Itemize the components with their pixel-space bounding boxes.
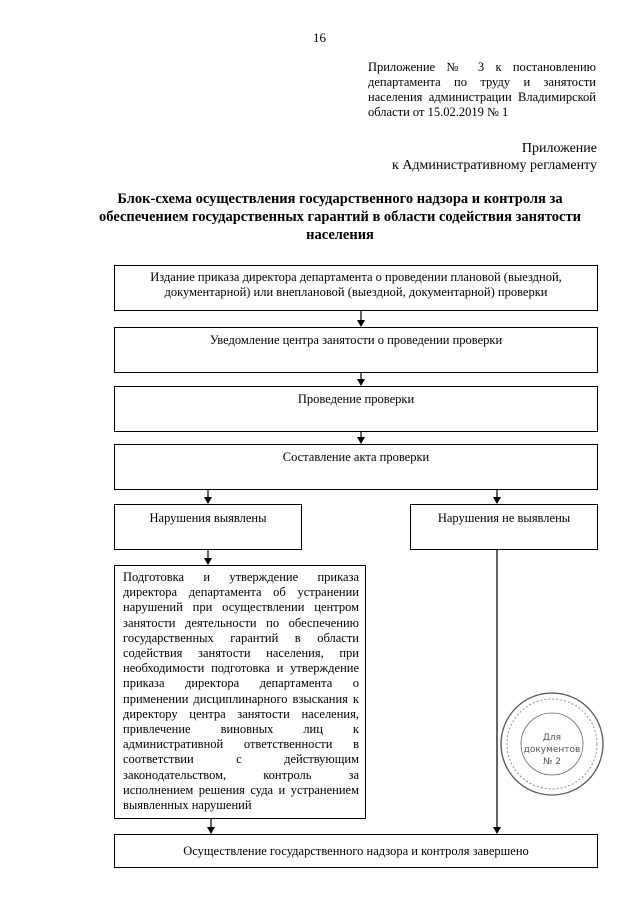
svg-text:№ 2: № 2 [543, 757, 561, 767]
step-final-box: Осуществление государственного надзора и контроля завершено [114, 834, 598, 868]
violations-found-box: Нарушения выявлены [114, 504, 302, 550]
violations-not-found-box: Нарушения не выявлены [410, 504, 598, 550]
step-notify-box: Уведомление центра занятости о проведении проверки [114, 327, 598, 373]
appendix-3-note: Приложение № 3 к постановлению департамента по труду и занятости населения администрации Владимирской области от 15.02.2019 № 1 [368, 60, 596, 119]
svg-text:Для: Для [542, 733, 562, 743]
step-remedy-box: Подготовка и утверждение приказа директора департамента об устранении нарушений при осуществлении центром занятости деятельности по обеспечению государственных гарантий в области содействия занятости населения, при необходимости подготовка и утверждение приказа директора департамента о применении дисциплинарного взыскания к директору центра занятости населения, привлечение виновных лиц к административной ответственности в соответствии с действующим законодательством, контроль за исполнением решения суда и устранением выявленных нарушений [114, 565, 366, 819]
step-order-box: Издание приказа директора департамента о проведении плановой (выездной, документарной) или внеплановой (выездной, документарной) проверки [114, 265, 598, 311]
title-line2: обеспечением государственных гарантий в области содействия занятости [99, 209, 581, 225]
step-act-box: Составление акта проверки [114, 444, 598, 490]
step-inspection-box: Проведение проверки [114, 386, 598, 432]
appendix-regulation-line1: Приложение [521, 141, 597, 156]
title-line3: населения [306, 227, 374, 243]
svg-text:документов: документов [523, 745, 581, 755]
official-stamp [498, 690, 606, 798]
title-line1: Блок-схема осуществления государственного надзора и контроля за [117, 191, 563, 207]
page-number: 16 [313, 30, 326, 45]
appendix-regulation-line2: к Административному регламенту [392, 158, 597, 173]
